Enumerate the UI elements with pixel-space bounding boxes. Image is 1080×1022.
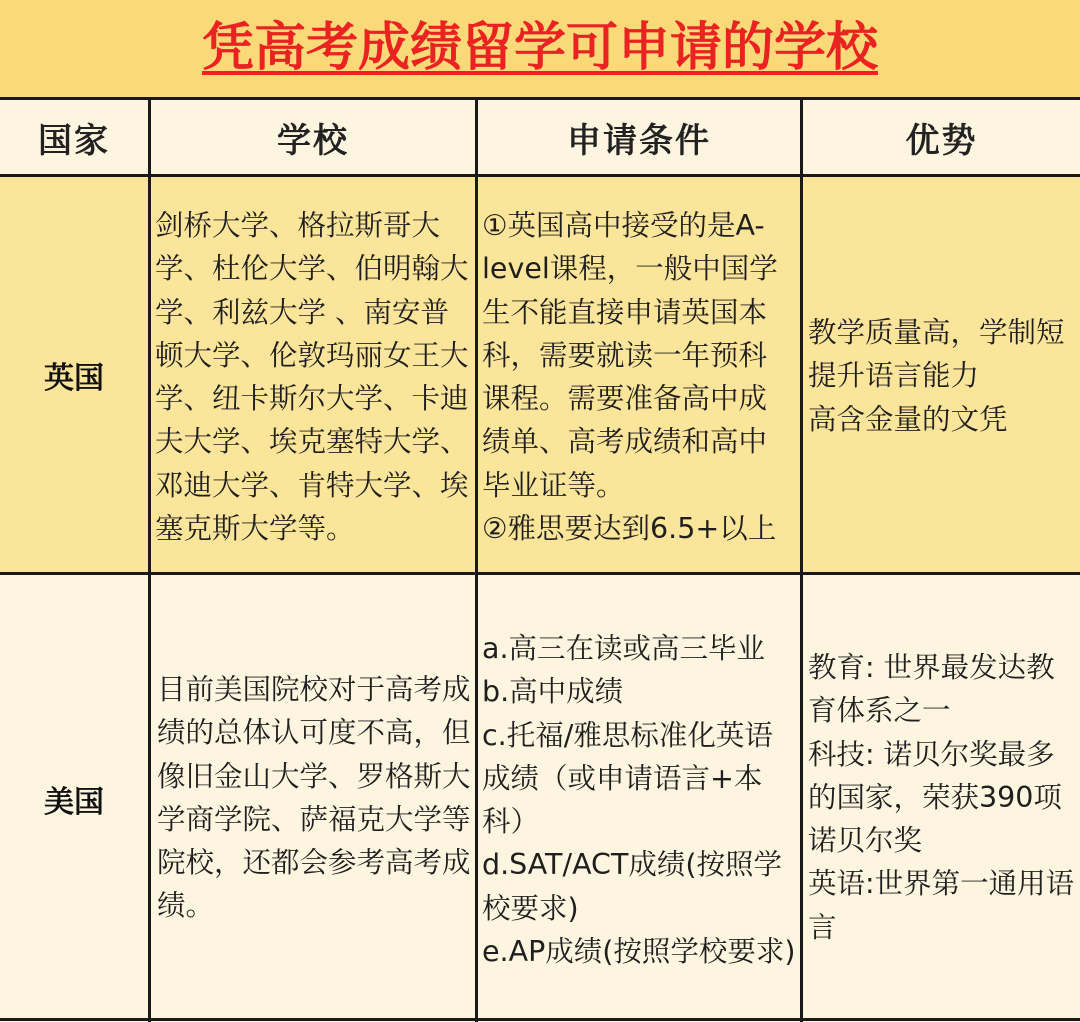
header-country: 国家: [0, 100, 148, 174]
header-advantages: 优势: [803, 100, 1080, 174]
header-school: 学校: [151, 100, 475, 174]
grid-line-header-bottom: [0, 174, 1080, 177]
schools-us: [151, 575, 475, 1022]
text-line: 诺贝尔奖: [808, 824, 923, 858]
grid-line-col-1: [148, 97, 151, 1022]
text-line: 像旧金山大学、罗格斯大: [157, 759, 471, 793]
country-uk: 英国: [0, 177, 148, 572]
country-us: 美国: [0, 575, 148, 1022]
text-line: b.高中成绩: [482, 675, 624, 709]
page-title-text: 凭高考成绩留学可申请的学校: [201, 18, 878, 78]
text-line: 科，需要就读一年预科: [482, 338, 768, 372]
text-line: 教学质量高，学制短: [808, 316, 1065, 349]
text-line: level课程，一般中国学: [482, 252, 778, 286]
requirements-uk-text: [482, 204, 778, 550]
text-line: c.托福/雅思标准化英语: [482, 718, 773, 752]
page-title: [0, 14, 1080, 82]
text-line: ②雅思要达到6.5+以上: [482, 512, 777, 546]
text-line: 夫大学、埃克塞特大学、: [155, 425, 469, 459]
text-line: 教育: 世界最发达教: [808, 651, 1055, 684]
text-line: 提升语言能力: [808, 359, 980, 393]
text-line: 绩。: [157, 889, 215, 923]
requirements-us-text: [482, 627, 796, 973]
schools-us-text: [157, 668, 471, 928]
text-line: 绩单、高考成绩和高中: [482, 425, 768, 459]
text-line: 英语:世界第一通用语: [808, 867, 1075, 901]
advantages-us-text: [808, 646, 1074, 949]
text-line: ①英国高中接受的是A-: [482, 209, 765, 242]
header-requirements: 申请条件: [478, 100, 800, 174]
grid-line-col-3: [800, 97, 803, 1022]
text-line: 顿大学、伦敦玛丽女王大: [155, 338, 469, 372]
text-line: 校要求): [482, 891, 579, 925]
grid-line-col-2: [475, 97, 478, 1022]
text-line: 院校，还都会参考高考成: [157, 846, 471, 880]
text-line: 言: [808, 910, 837, 944]
text-line: 塞克斯大学等。: [155, 512, 355, 546]
text-line: 邓迪大学、肯特大学、埃: [155, 468, 469, 502]
text-line: e.AP成绩(按照学校要求): [482, 935, 796, 969]
text-line: d.SAT/ACT成绩(按照学: [482, 848, 782, 882]
schools-uk-text: [155, 204, 469, 550]
advantages-us: [803, 575, 1080, 1022]
advantages-uk: [803, 177, 1080, 572]
text-line: 目前美国院校对于高考成: [157, 673, 471, 706]
text-line: 学、杜伦大学、伯明翰大: [155, 252, 469, 286]
text-line: 成绩（或申请语言+本: [482, 761, 763, 795]
text-line: 科技: 诺贝尔奖最多: [808, 737, 1055, 771]
text-line: 课程。需要准备高中成: [482, 382, 768, 416]
text-line: 绩的总体认可度不高，但: [157, 716, 471, 750]
text-line: 的国家，荣获390项: [808, 780, 1062, 814]
requirements-us: [478, 575, 800, 1022]
grid-line-row-divider: [0, 572, 1080, 575]
text-line: 毕业证等。: [482, 468, 625, 502]
title-bar: [0, 0, 1080, 97]
text-line: 育体系之一: [808, 694, 951, 728]
advantages-uk-text: [808, 311, 1065, 441]
text-line: 学、利兹大学 、南安普: [155, 295, 450, 329]
text-line: 科）: [482, 805, 540, 839]
text-line: 生不能直接申请英国本: [482, 295, 768, 329]
grid-line-bottom: [0, 1018, 1080, 1021]
text-line: 剑桥大学、格拉斯哥大: [155, 209, 441, 242]
text-line: 学、纽卡斯尔大学、卡迪: [155, 382, 469, 416]
schools-uk: [151, 177, 475, 572]
text-line: a.高三在读或高三毕业: [482, 632, 766, 665]
grid-line-top: [0, 97, 1080, 100]
text-line: 高含金量的文凭: [808, 402, 1008, 436]
requirements-uk: [478, 177, 800, 572]
text-line: 学商学院、萨福克大学等: [157, 802, 471, 836]
